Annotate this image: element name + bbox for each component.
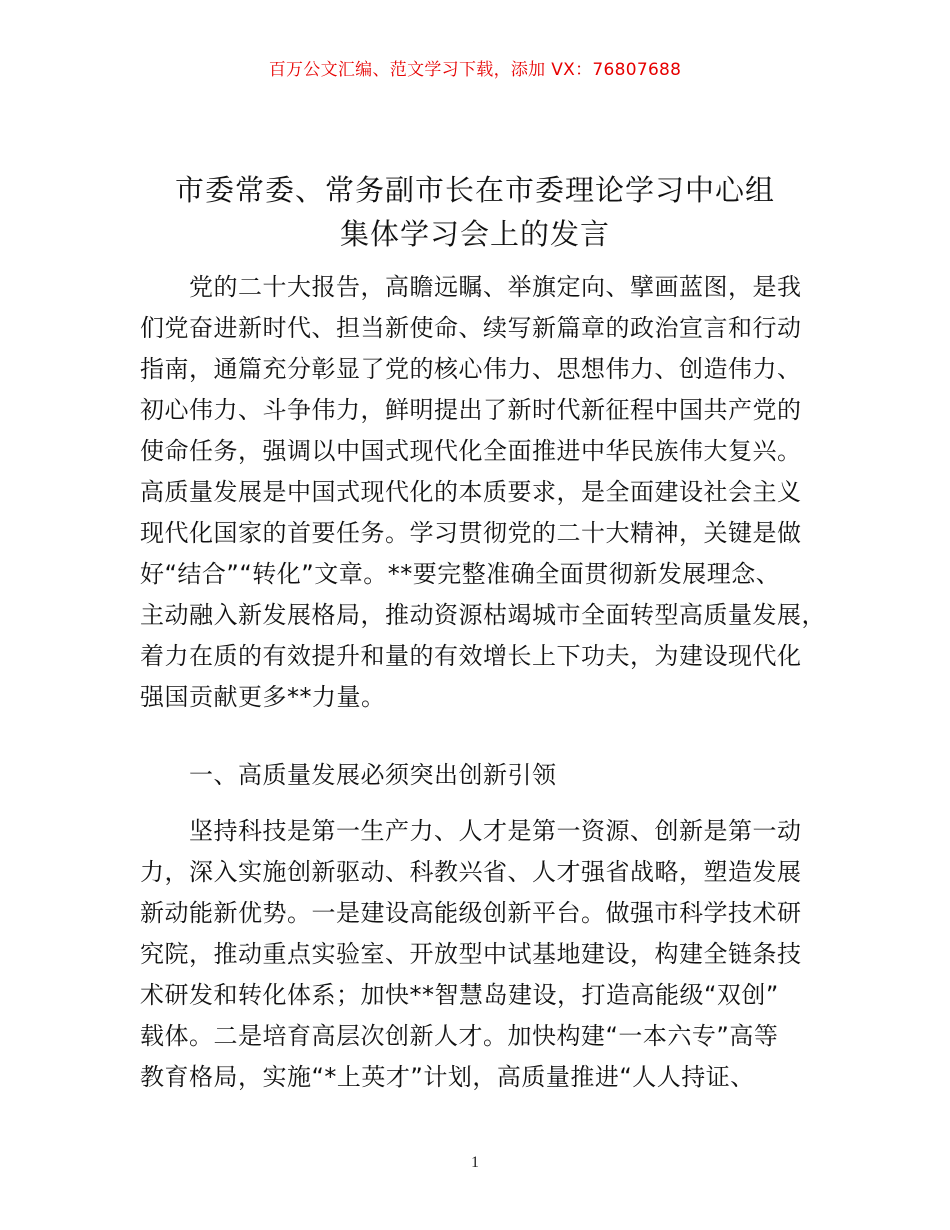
- text-line: 着力在质的有效提升和量的有效增长上下功夫，为建设现代化: [140, 642, 802, 670]
- text-line: 新动能新优势。一是建设高能级创新平台。做强市科学技术研: [140, 899, 802, 927]
- document-title: [0, 168, 950, 256]
- paragraph-innovation: [140, 811, 830, 1098]
- paragraph-intro: [140, 267, 830, 718]
- text-line: 指南，通篇充分彰显了党的核心伟力、思想伟力、创造伟力、: [140, 355, 802, 383]
- title-line: 集体学习会上的发言: [339, 217, 610, 251]
- text-line: 强国贡献更多**力量。: [140, 683, 386, 711]
- text-line: 教育格局，实施“*上英才”计划，高质量推进“人人持证、: [140, 1063, 755, 1091]
- text-line: 术研发和转化体系；加快**智慧岛建设，打造高能级“双创”: [140, 981, 779, 1009]
- title-line: 市委常委、常务副市长在市委理论学习中心组: [174, 173, 775, 207]
- text-line: 高质量发展是中国式现代化的本质要求，是全面建设社会主义: [140, 478, 802, 506]
- section-heading-text: 一、高质量发展必须突出创新引领: [140, 761, 557, 789]
- text-line: 载体。二是培育高层次创新人才。加快构建“一本六专”高等: [140, 1022, 779, 1050]
- text-line: 究院，推动重点实验室、开放型中试基地建设，构建全链条技: [140, 940, 802, 968]
- text-line: 坚持科技是第一生产力、人才是第一资源、创新是第一动: [140, 817, 802, 845]
- text-line: 党的二十大报告，高瞻远瞩、举旗定向、擘画蓝图，是我: [140, 273, 802, 301]
- text-line: 使命任务，强调以中国式现代化全面推进中华民族伟大复兴。: [140, 437, 802, 465]
- text-line: 初心伟力、斗争伟力，鲜明提出了新时代新征程中国共产党的: [140, 396, 802, 424]
- text-line: 们党奋进新时代、担当新使命、续写新篇章的政治宣言和行动: [140, 314, 802, 342]
- text-line: 现代化国家的首要任务。学习贯彻党的二十大精神，关键是做: [140, 519, 802, 547]
- header-banner: 百万公文汇编、范文学习下载，添加 VX：76807688: [268, 60, 682, 80]
- text-line: 好“结合”“转化”文章。**要完整准确全面贯彻新发展理念、: [140, 560, 781, 588]
- section-heading: [140, 755, 830, 796]
- text-line: 主动融入新发展格局，推动资源枯竭城市全面转型高质量发展，: [140, 601, 826, 629]
- page-number: 1: [471, 1154, 479, 1171]
- text-line: 力，深入实施创新驱动、科教兴省、人才强省战略，塑造发展: [140, 858, 802, 886]
